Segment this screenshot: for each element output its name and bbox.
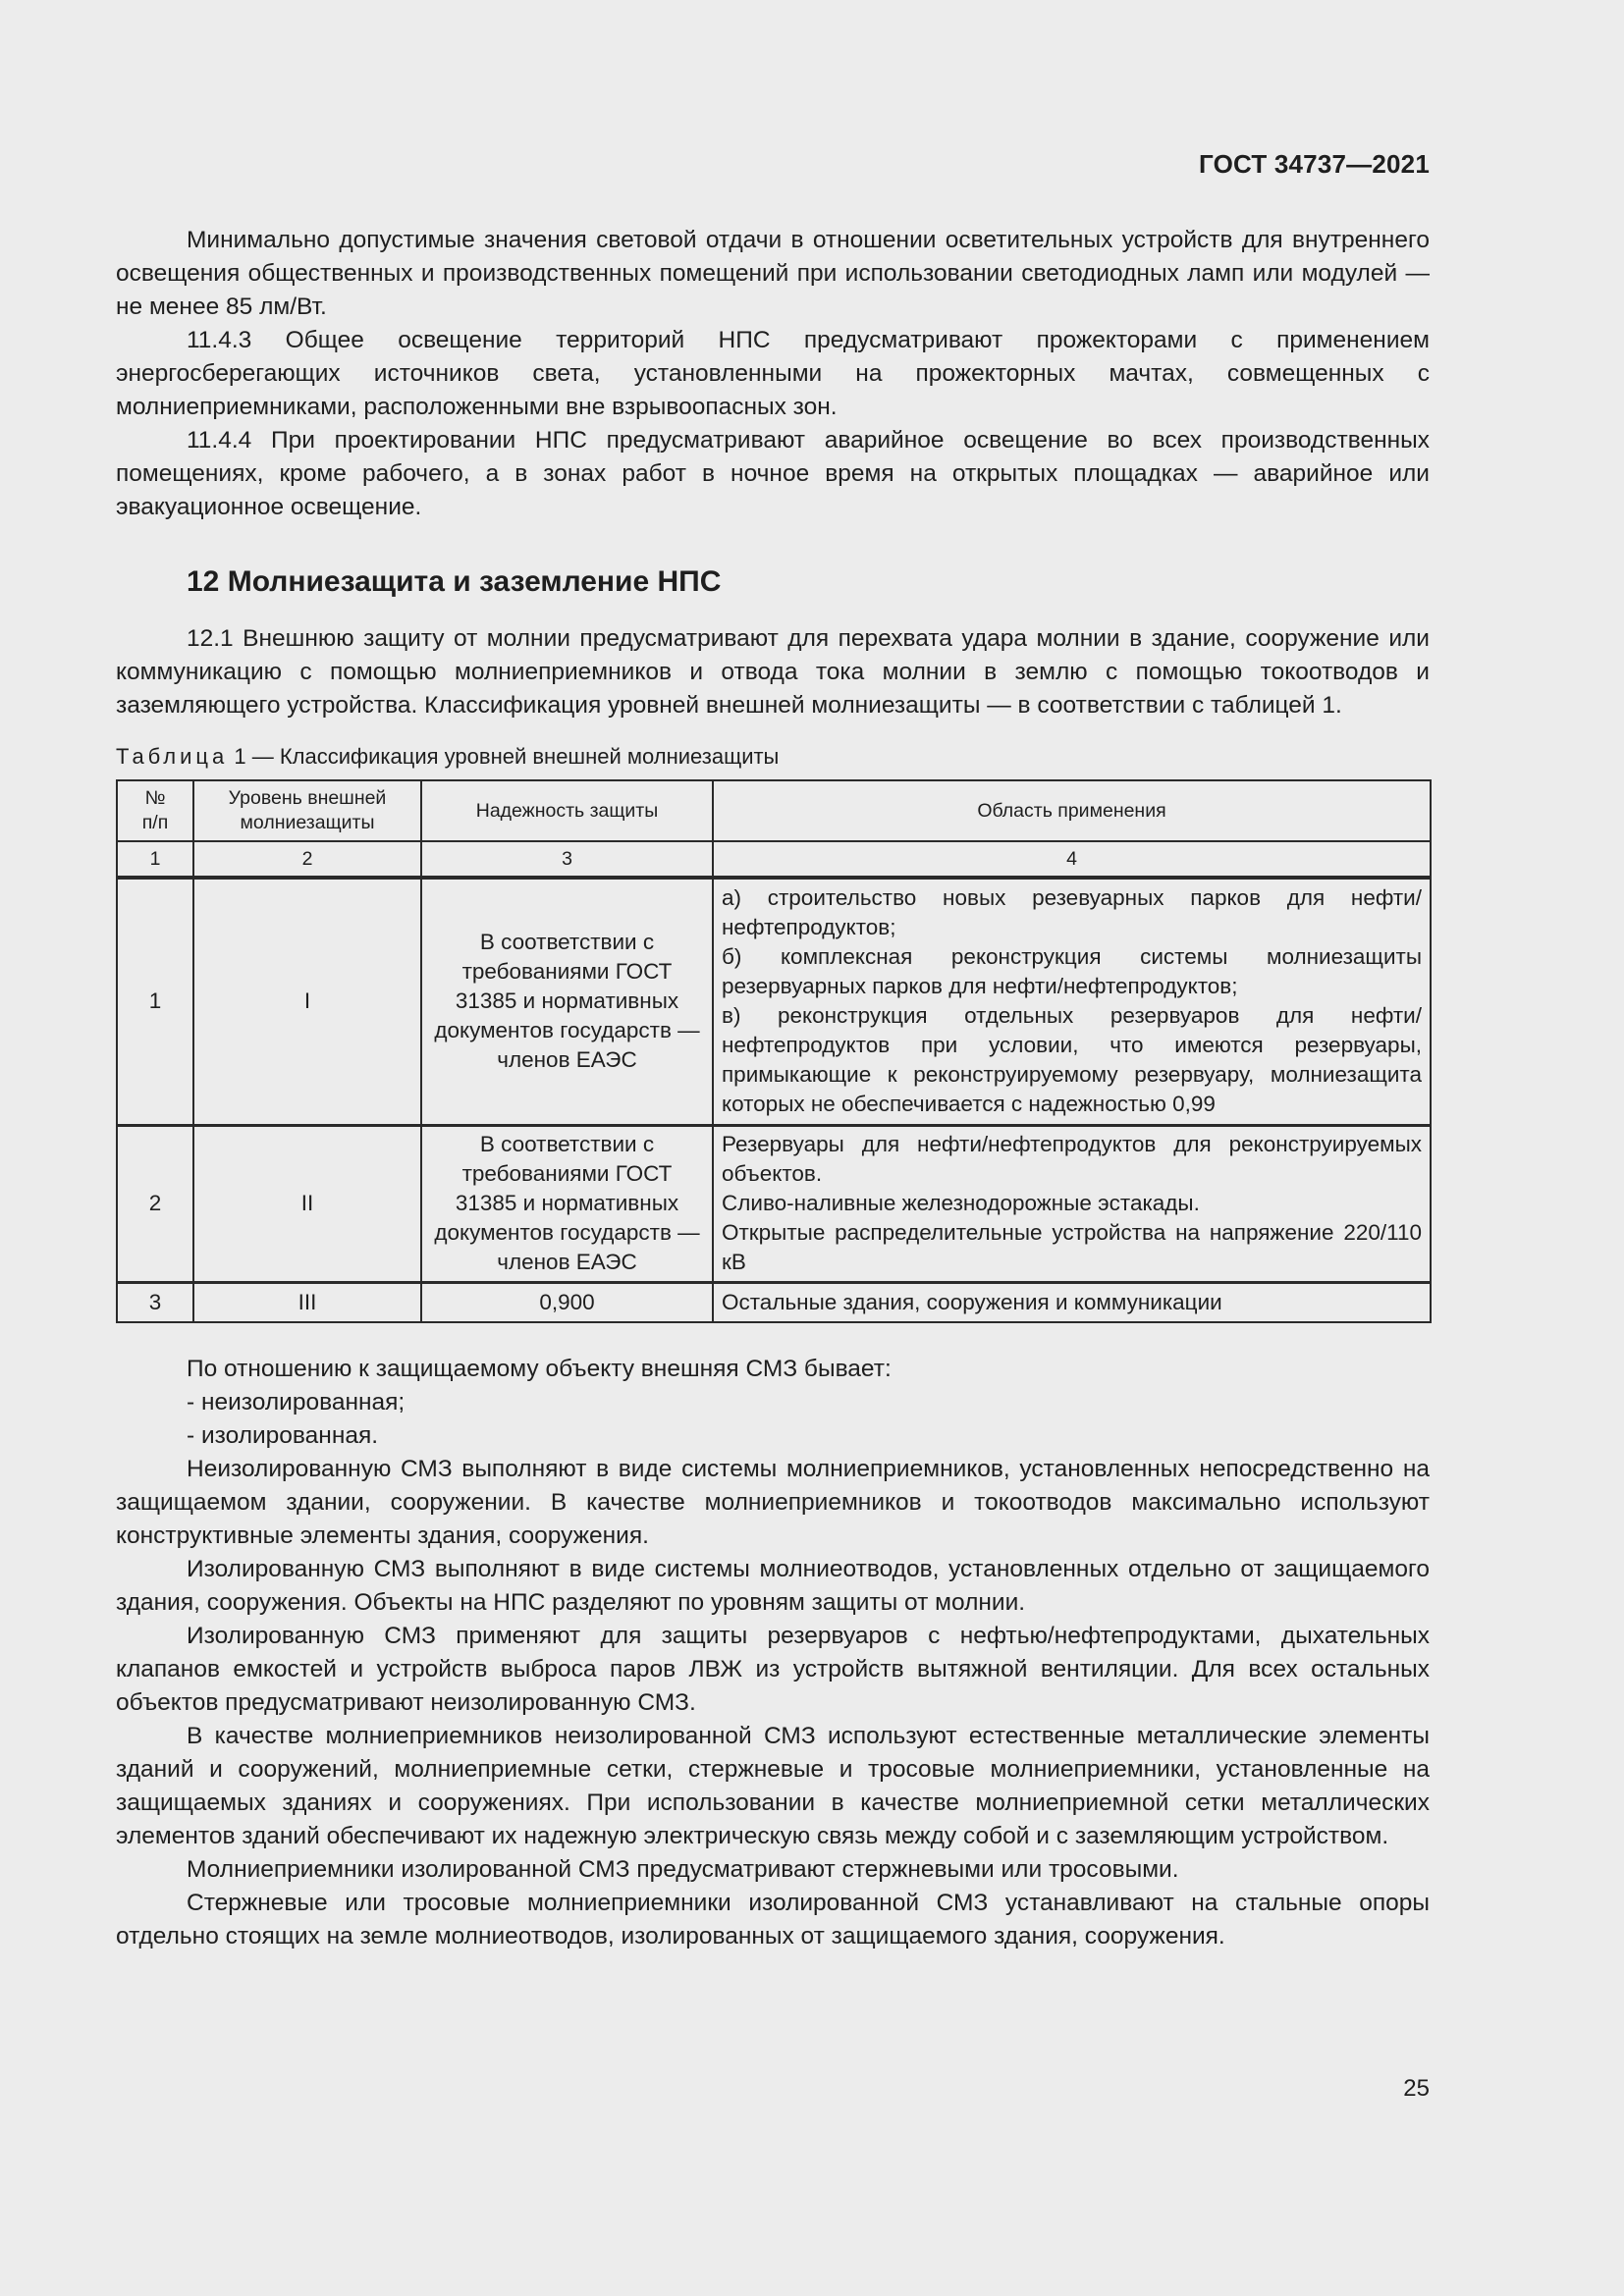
- row-number: 3: [117, 1282, 193, 1322]
- column-number: 1: [117, 841, 193, 878]
- table-row: [117, 1125, 1431, 1282]
- row-level: III: [193, 1282, 421, 1322]
- row-level: II: [193, 1125, 421, 1282]
- table-row: [117, 1282, 1431, 1322]
- page-number: 25: [1403, 2075, 1430, 2102]
- paragraph-11-4-3: 11.4.3 Общее освещение территорий НПС предусматривают прожекторами с применением энергосберегающих источников света, установленными на прожекторных мачтах, совмещенных с молниеприемниками, расположенными вне взрывоопасных зон.: [116, 327, 1430, 420]
- header-reliability: Надежность защиты: [421, 780, 713, 841]
- row-reliability: 0,900: [421, 1282, 713, 1322]
- body-text: [116, 1353, 1430, 1953]
- list-item: - изолированная.: [187, 1421, 379, 1449]
- paragraph-natural-elements: В качестве молниеприемников неизолированной СМЗ используют естественные металлические элементы зданий и сооружений, молниеприемные сетки, стержневые и тросовые молниеприемники, установленные на защищаемых зданиях и сооружениях. При использовании в качестве молниеприемной сетки металлических элементов зданий обеспечивают их надежную электрическую связь между собой и с заземляющим устройством.: [116, 1722, 1430, 1849]
- paragraph-isolated: Изолированную СМЗ выполняют в виде системы молниеотводов, установленных отдельно от защищаемого здания, сооружения. Объекты на НПС разделяют по уровням защиты от молнии.: [116, 1555, 1430, 1616]
- paragraph-light-output: Минимально допустимые значения световой отдачи в отношении осветительных устройств для внутреннего освещения общественных и производственных помещений при использовании светодиодных ламп или модулей — не менее 85 лм/Вт.: [116, 227, 1430, 320]
- header-number: № п/п: [117, 780, 193, 841]
- paragraph-smz-types: По отношению к защищаемому объекту внешняя СМЗ бывает:: [187, 1355, 892, 1382]
- header-level: Уровень внешней молниезащиты: [193, 780, 421, 841]
- column-number: 3: [421, 841, 713, 878]
- row-number: 2: [117, 1125, 193, 1282]
- table-row: [117, 878, 1431, 1125]
- paragraph-non-isolated: Неизолированную СМЗ выполняют в виде системы молниеприемников, установленных непосредственно на защищаемом здании, сооружении. В качестве молниеприемников и токоотводов максимально используют конструктивные элементы здания, сооружения.: [116, 1455, 1430, 1549]
- row-reliability: В соответствии с требованиями ГОСТ 31385 и нормативных документов государств — членов ЕАЭС: [421, 878, 713, 1125]
- column-number: 2: [193, 841, 421, 878]
- document-code: ГОСТ 34737—2021: [1199, 149, 1430, 179]
- header-area: Область применения: [713, 780, 1431, 841]
- row-reliability: В соответствии с требованиями ГОСТ 31385 и нормативных документов государств — членов ЕАЭС: [421, 1125, 713, 1282]
- paragraph-isolated-use: Изолированную СМЗ применяют для защиты резервуаров с нефтью/нефтепродуктами, дыхательных клапанов емкостей и устройств выброса паров ЛВЖ из устройств вытяжной вентиляции. Для всех остальных объектов предусматривают неизолированную СМЗ.: [116, 1622, 1430, 1716]
- row-level: I: [193, 878, 421, 1125]
- table-caption-title: 1 — Классификация уровней внешней молниезащиты: [228, 744, 780, 769]
- row-area: а) строительство новых резевуарных парков для нефти/нефтепродуктов; б) комплексная реконструкция системы молниезащиты резервуарных парков для нефти/нефтепродуктов; в) реконструкция отдельных резервуаров для нефти/нефтепродуктов при условии, что имеются резервуары, примыкающие к реконструируемому резервуару, молниезащита которых не обеспечивается с надежностью 0,99: [713, 878, 1431, 1125]
- column-number: 4: [713, 841, 1431, 878]
- section-heading: 12 Молниезащита и заземление НПС: [187, 565, 722, 598]
- table-header-row: [117, 780, 1431, 841]
- table-caption-word: Таблица: [116, 744, 229, 769]
- page-content: [116, 224, 1430, 1953]
- paragraph-11-4-4: 11.4.4 При проектировании НПС предусматривают аварийное освещение во всех производственных помещениях, кроме рабочего, а в зонах работ в ночное время на открытых площадках — аварийное или эвакуационное освещение.: [116, 427, 1430, 520]
- table-column-numbers-row: [117, 841, 1431, 878]
- row-number: 1: [117, 878, 193, 1125]
- row-area: Остальные здания, сооружения и коммуникации: [713, 1282, 1431, 1322]
- paragraph-rod-cable: Молниеприемники изолированной СМЗ предусматривают стержневыми или тросовыми.: [187, 1855, 1179, 1883]
- table-caption: [116, 744, 1430, 770]
- row-area: Резервуары для нефти/нефтепродуктов для реконструируемых объектов. Сливо-наливные железнодорожные эстакады. Открытые распределительные устройства на напряжение 220/110 кВ: [713, 1125, 1431, 1282]
- paragraph-12-1: 12.1 Внешнюю защиту от молнии предусматривают для перехвата удара молнии в здание, сооружение или коммуникацию с помощью молниеприемников и отвода тока молнии в землю с помощью токоотводов и заземляющего устройства. Классификация уровней внешней молниезащиты — в соответствии с таблицей 1.: [116, 625, 1430, 719]
- list-item: - неизолированная;: [187, 1388, 406, 1415]
- lightning-protection-table: [116, 779, 1432, 1323]
- paragraph-supports: Стержневые или тросовые молниеприемники изолированной СМЗ устанавливают на стальные опоры отдельно стоящих на земле молниеотводов, изолированных от защищаемого здания, сооружения.: [116, 1889, 1430, 1949]
